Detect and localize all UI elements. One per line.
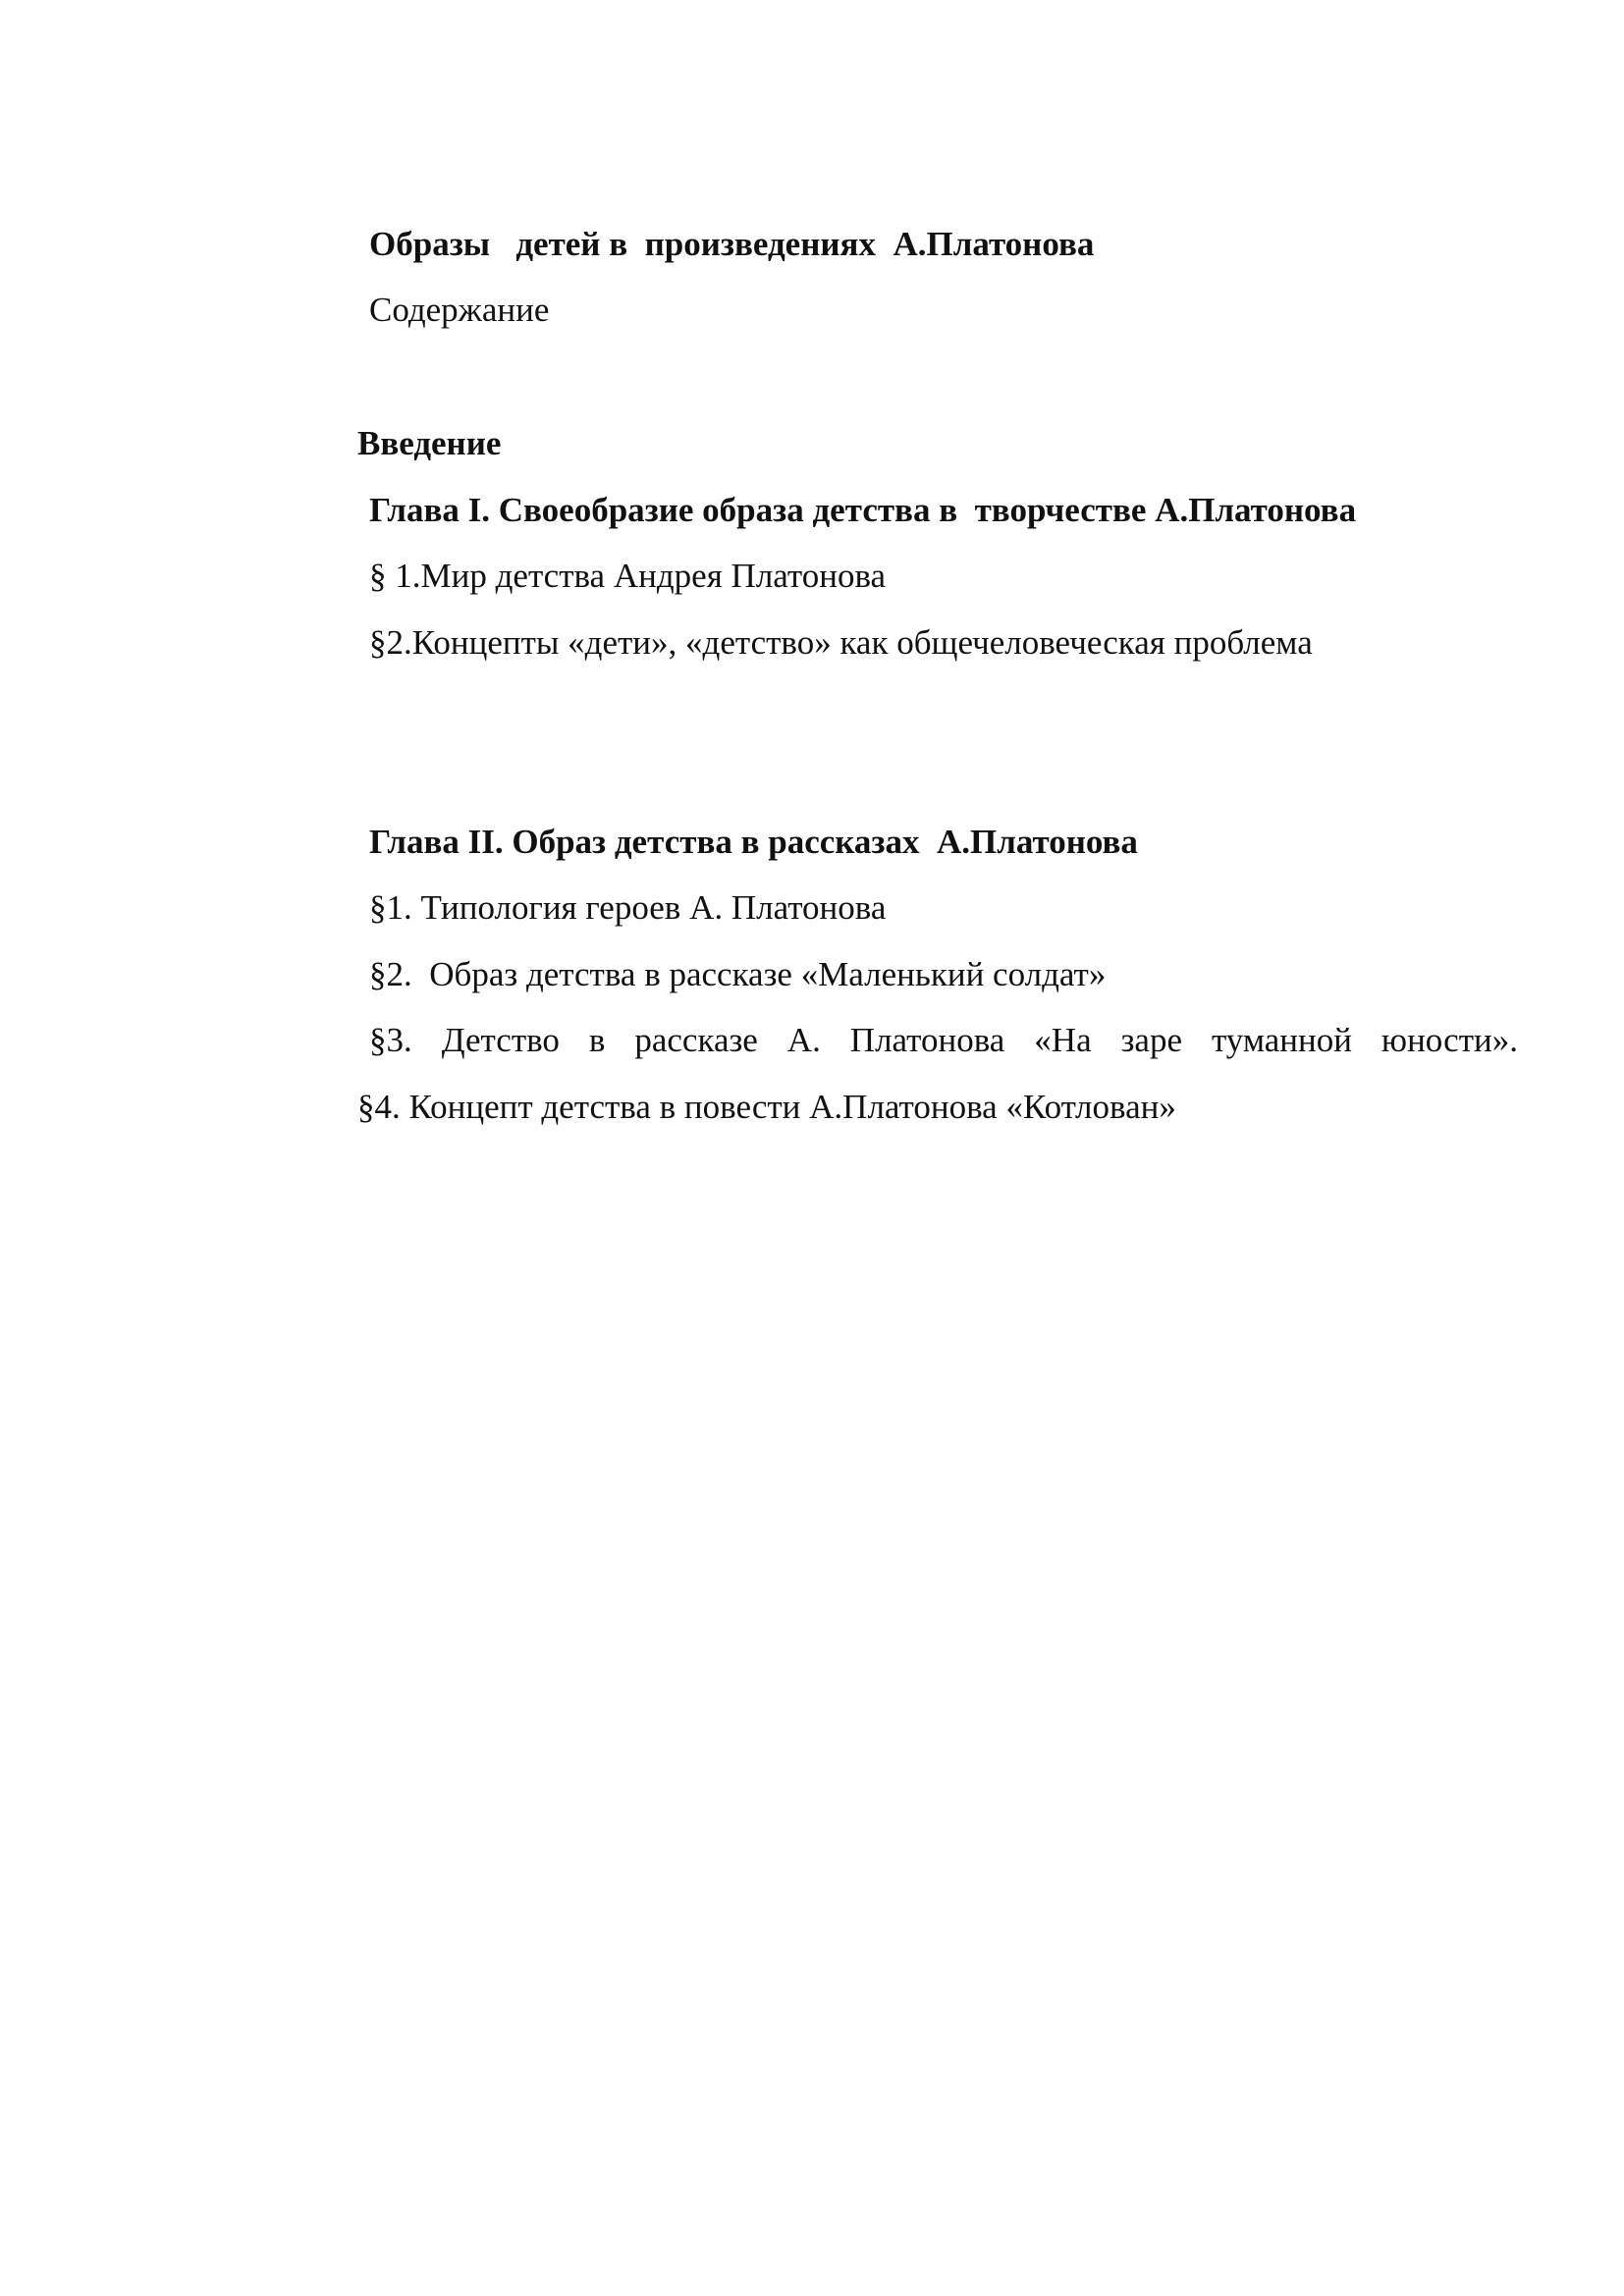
chapter-2-section-4: §4. Концепт детства в повести А.Платонова «Котлован» bbox=[357, 1088, 1176, 1126]
introduction-heading: Введение bbox=[357, 424, 502, 462]
chapter-1-heading: Глава I. Своеобразие образа детства в творчестве А.Платонова bbox=[369, 491, 1357, 529]
contents-label: Содержание bbox=[369, 291, 550, 329]
chapter-2-heading: Глава II. Образ детства в рассказах А.Платонова bbox=[369, 823, 1138, 861]
chapter-2-section-1: §1. Типология героев А. Платонова bbox=[369, 888, 887, 927]
chapter-1-section-2: §2.Концепты «дети», «детство» как общечеловеческая проблема bbox=[369, 623, 1313, 662]
chapter-2-section-2: §2. Образ детства в рассказе «Маленький солдат» bbox=[369, 955, 1107, 993]
chapter-1-section-1: § 1.Мир детства Андрея Платонова bbox=[369, 557, 887, 595]
chapter-2-section-3: §3. Детство в рассказе А. Платонова «На заре туманной юности». bbox=[369, 1021, 1518, 1059]
document-title: Образы детей в произведениях А.Платонова bbox=[369, 225, 1095, 263]
